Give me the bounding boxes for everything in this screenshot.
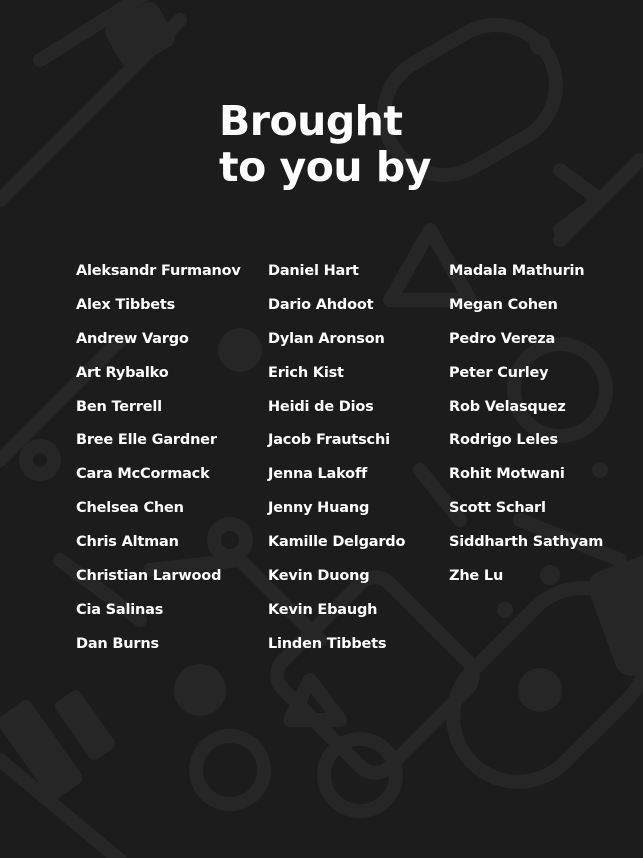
credit-name: Jenny Huang bbox=[268, 500, 370, 517]
credit-name: Madala Mathurin bbox=[449, 263, 585, 279]
credit-name: Dan Burns bbox=[76, 635, 159, 652]
credit-name: Daniel Hart bbox=[268, 263, 359, 279]
credit-name: Aleksandr Furmanov bbox=[76, 263, 241, 279]
credit-name: Scott Scharl bbox=[449, 500, 546, 517]
credits-column-2 bbox=[268, 260, 405, 667]
credit-name: Kamille Delgardo bbox=[268, 534, 406, 551]
credit-name: Kevin Duong bbox=[268, 568, 370, 585]
credit-name: Zhe Lu bbox=[449, 568, 504, 585]
credit-name: Dario Ahdoot bbox=[268, 296, 374, 313]
title-line-2: to you by bbox=[219, 143, 431, 191]
credits-column-1 bbox=[76, 260, 241, 667]
credit-name: Chelsea Chen bbox=[76, 500, 184, 517]
credits-column-3 bbox=[449, 260, 603, 599]
credit-name: Heidi de Dios bbox=[268, 398, 374, 415]
credit-name: Kevin Ebaugh bbox=[268, 601, 378, 618]
credit-name: Chris Altman bbox=[76, 534, 179, 551]
credit-name: Cara McCormack bbox=[76, 466, 210, 483]
credit-name: Jenna Lakoff bbox=[268, 466, 368, 483]
credit-name: Rodrigo Leles bbox=[449, 432, 558, 449]
credit-name: Bree Elle Gardner bbox=[76, 432, 217, 449]
credit-name: Megan Cohen bbox=[449, 296, 558, 313]
credit-name: Alex Tibbets bbox=[76, 296, 176, 313]
credit-name: Jacob Frautschi bbox=[268, 432, 390, 449]
page-title bbox=[219, 98, 431, 190]
credit-name: Christian Larwood bbox=[76, 568, 222, 585]
credit-name: Erich Kist bbox=[268, 364, 344, 381]
credit-name: Rob Velasquez bbox=[449, 398, 566, 415]
credit-name: Art Rybalko bbox=[76, 364, 169, 381]
credit-name: Siddharth Sathyam bbox=[449, 534, 604, 551]
credit-name: Peter Curley bbox=[449, 364, 549, 381]
credit-name: Linden Tibbets bbox=[268, 635, 387, 652]
credit-name: Ben Terrell bbox=[76, 398, 162, 415]
credit-name: Pedro Vereza bbox=[449, 330, 556, 347]
credit-name: Dylan Aronson bbox=[268, 330, 385, 347]
credit-name: Cia Salinas bbox=[76, 601, 164, 618]
title-line-1: Brought bbox=[219, 97, 403, 145]
credit-name: Rohit Motwani bbox=[449, 466, 565, 483]
credit-name: Andrew Vargo bbox=[76, 330, 189, 347]
